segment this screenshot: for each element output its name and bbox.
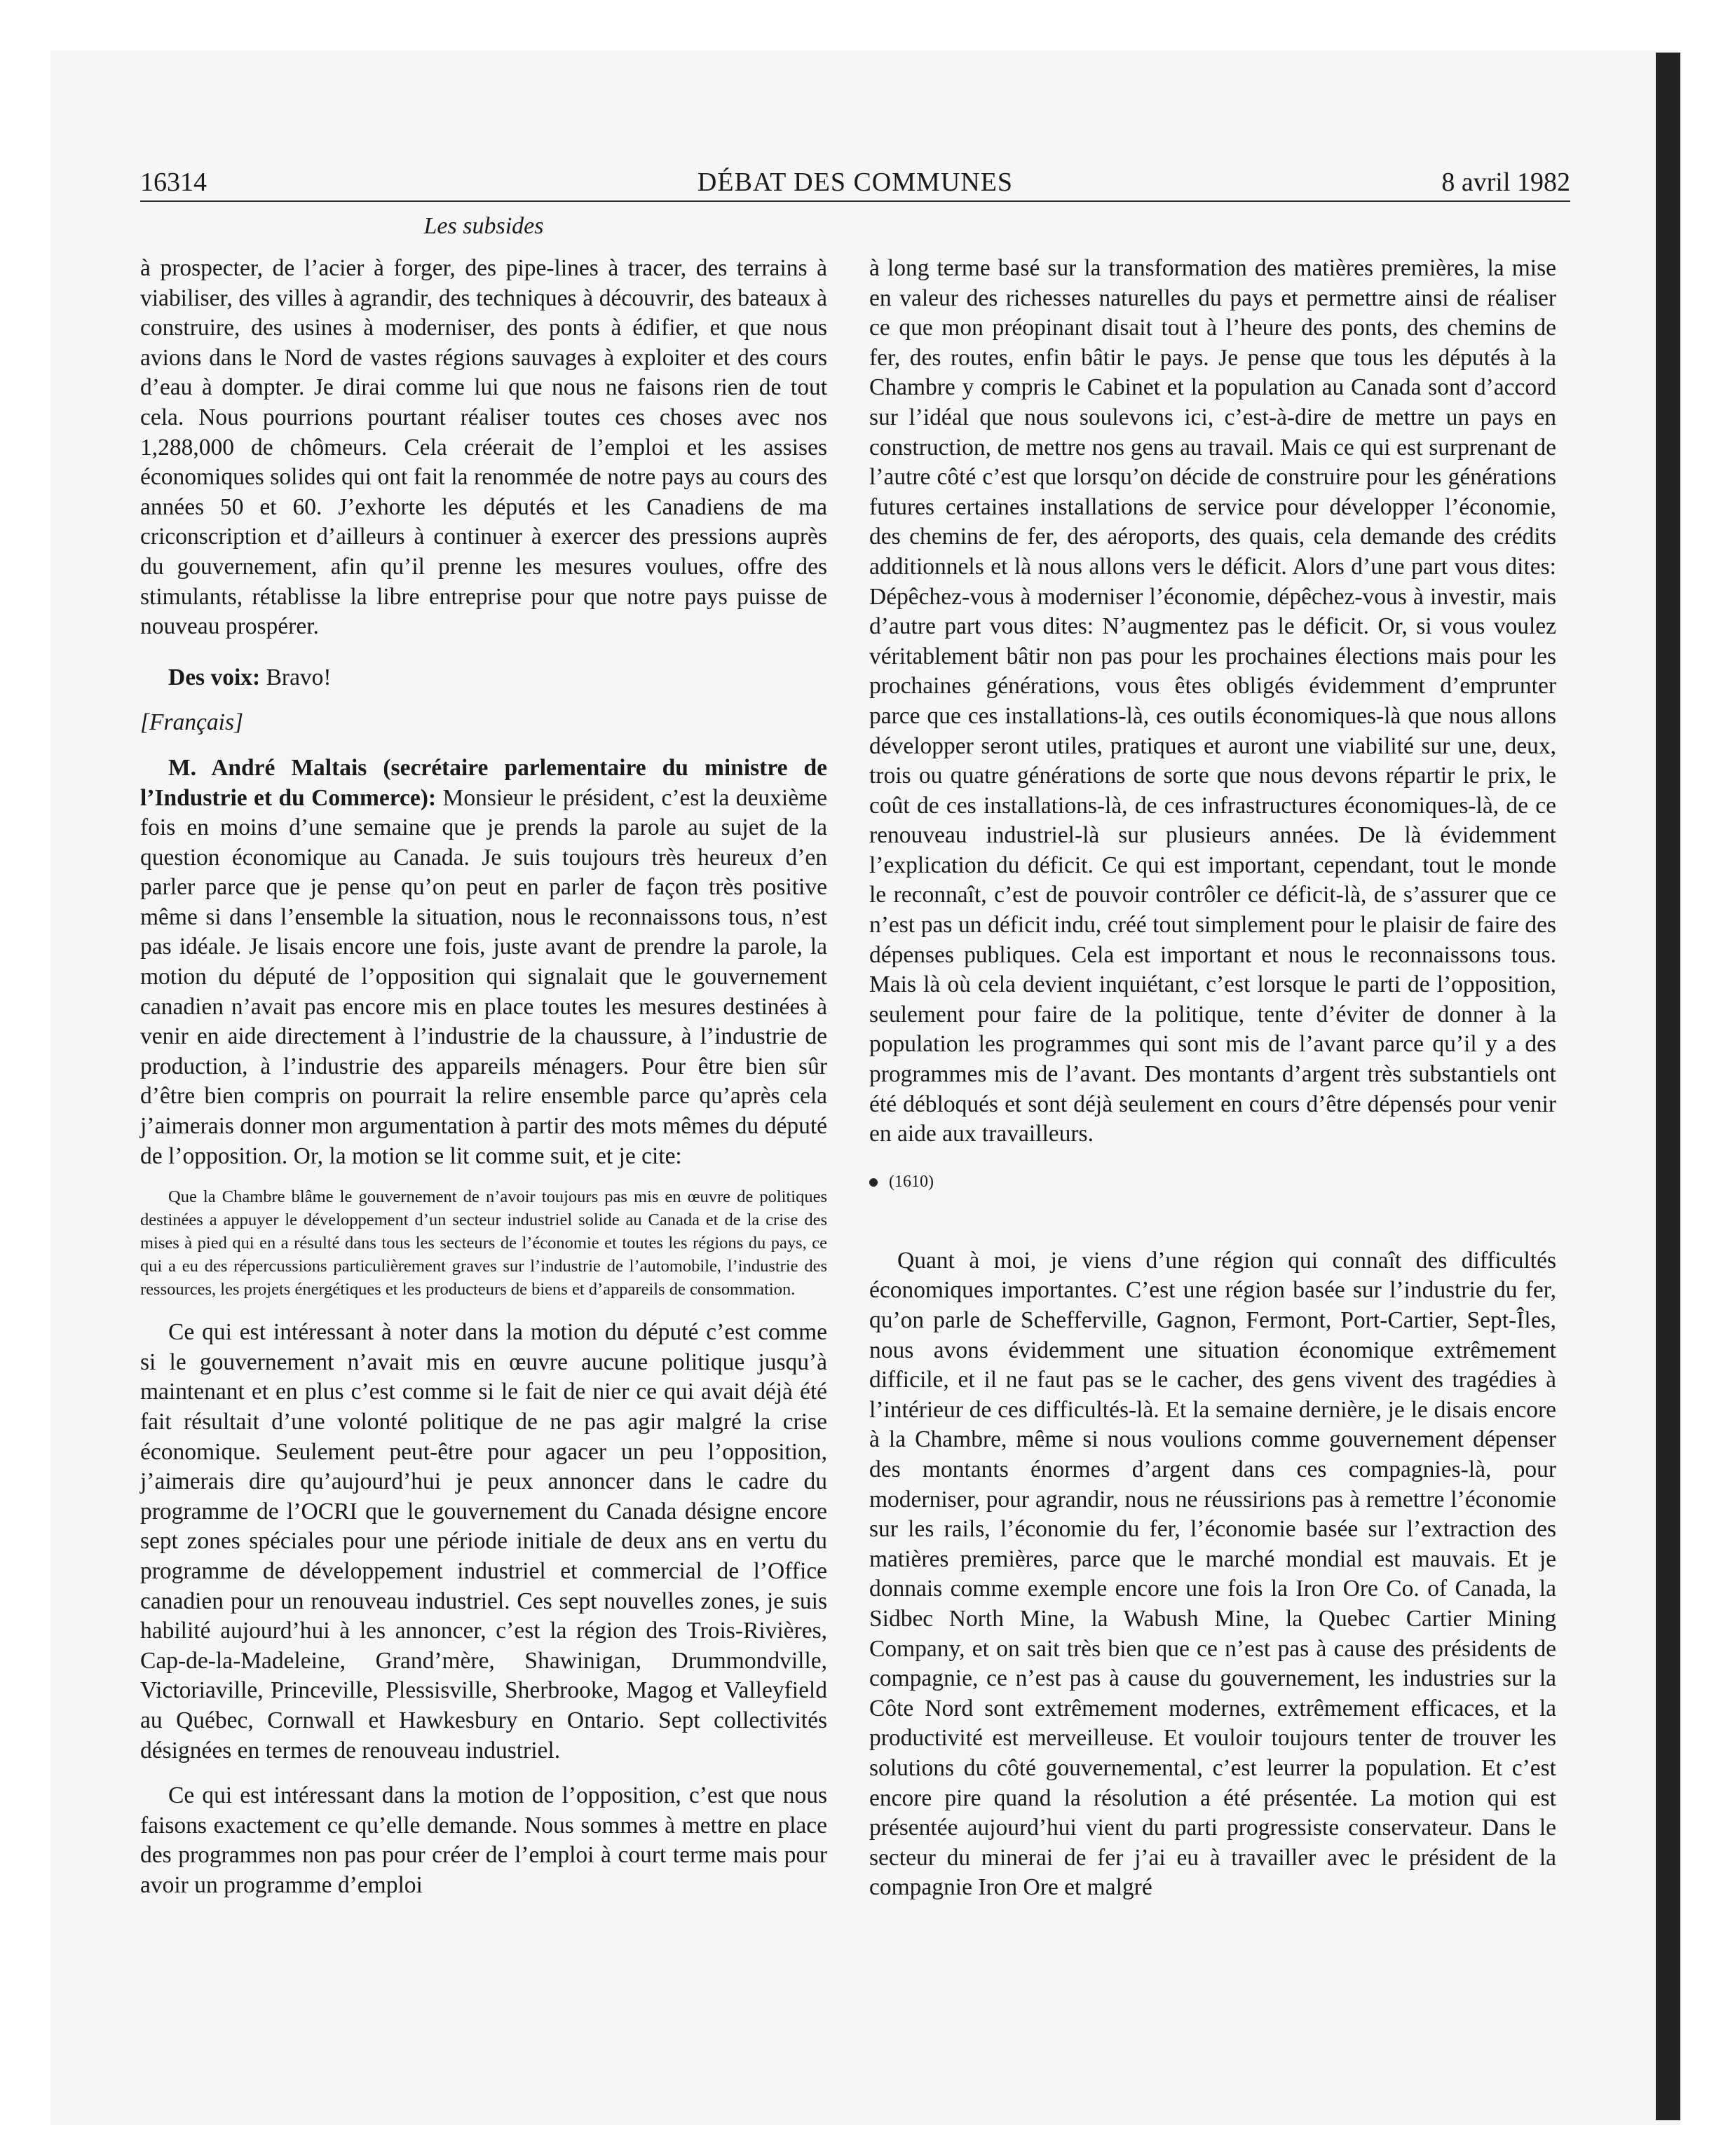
interjection-text: Bravo! [260, 664, 332, 690]
paragraph: Quant à moi, je viens d’une région qui connaît des difficultés économiques importantes. C’est une région basée sur l’industrie du fer, qu’on parle de Schefferville, Gagnon, Fermont, Port-Cartier, Sept-Îles, nous avons évidemment une situation économique extrêmement difficile, et il ne faut pas se le cacher, des gens vivent des tragédies à l’intérieur de ces difficultés-là. Et la semaine dernière, je le disais encore à la Chambre, même si nous voulions comme gouvernement dépenser des montants énormes d’argent dans ces compagnies-là, pour moderniser, pour agrandir, nous ne réussirions pas à remettre l’économie sur les rails, l’économie du fer, l’économie basée sur l’extraction des matières premières, parce que le marché mondial est mauvais. Et je donnais comme exemple encore une fois la Iron Ore Co. of Canada, la Sidbec North Mine, la Wabush Mine, la Quebec Cartier Mining Company, et on sait très bien que ce n’est pas à cause des présidents de compagnie, ce n’est pas à cause du gouvernement, les industries sur la Côte Nord sont extrêmement modernes, extrêmement efficaces, et la productivité est merveilleuse. Et vouloir toujours tenter de trouver les solutions du côté gouvernemental, c’est leurrer la population. Et c’est encore pire quand la résolution a été présentée. La motion qui est présentée aujourd’hui vient du parti progressiste conservateur. Dans le secteur du minerai de fer j’ai eu à travailler avec le président de la compagnie Iron Ore et malgré [869, 1247, 1556, 1901]
paragraph: à prospecter, de l’acier à forger, des pipe-lines à tracer, des terrains à viabiliser, des villes à agrandir, des techniques à découvrir, des bateaux à construire, des usines à moderniser, des ponts à édifier, et que nous avions dans le Nord de vastes régions sauvages à exploiter et des cours d’eau à dompter. Je dirai comme lui que nous ne faisons rien de tout cela. Nous pourrions pourtant réaliser toutes ces choses avec nos 1,288,000 de chômeurs. Cela créerait de l’emploi et les assises économiques solides qui ont fait la renommée de notre pays au cours des années 50 et 60. J’exhorte les députés et les Canadiens de ma criconscription et d’ailleurs à continuer à exercer des pressions auprès du gouvernement, afin qu’il prenne les mesures voulues, offre des stimulants, rétablisse la libre entreprise pour que notre pays puisse de nouveau prospérer. [140, 255, 827, 640]
page-number: 16314 [140, 168, 207, 197]
speech-paragraph [140, 753, 827, 1171]
speech-text: Monsieur le président, c’est la deuxième fois en moins d’une semaine que je prends la parole au sujet de la question économique au Canada. Je suis toujours très heureux d’en parler parce que je pense qu’on peut en parler de façon très positive même si dans l’ensemble la situation, nous le reconnaissons tous, n’est pas idéale. Je lisais encore une fois, juste avant de prendre la parole, la motion du député de l’opposition qui signalait que le gouvernement canadien n’avait pas encore mis en place toutes les mesures destinées à venir en aide directement à l’industrie de la chaussure, à l’industrie de production, à l’industrie des appareils ménagers. Pour être bien sûr d’être bien compris on pourrait la relire ensemble parce qu’après cela j’aimerais donner mon argumentation à partir des mots mêmes du député de l’opposition. Or, la motion se lit comme suit, et je cite: [140, 784, 827, 1169]
language-tag: [Français] [140, 709, 244, 736]
paragraph: Ce qui est intéressant dans la motion de l’opposition, c’est que nous faisons exactement ce qu’elle demande. Nous sommes à mettre en place des programmes non pas pour créer de l’emploi à court terme mais pour avoir un programme d’emploi [140, 1782, 827, 1898]
speaker-name: M. André Maltais (secrétaire parlementaire du ministre de l’Industrie et du Commerce): [140, 754, 827, 811]
time-marker: (1610) [869, 1168, 1556, 1196]
right-column [869, 254, 1556, 1903]
section-subhead: Les subsides [423, 213, 544, 239]
interjection [140, 663, 827, 693]
bullet-icon [869, 1178, 878, 1187]
page-date: 8 avril 1982 [1441, 168, 1570, 197]
motion-quote: Que la Chambre blâme le gouvernement de n’avoir toujours pas mis en œuvre de politiques destinées a appuyer le développement d’un secteur industriel solide au Canada et de la crise des mises à pied qui en a résulté dans tous les secteurs de l’économie et toutes les régions du pays, ce qui a eu des répercussions particulièrement graves sur l’industrie de l’automobile, l’industrie des ressources, les projets énergétiques et les producteurs de biens et d’appareils de consommation. [140, 1187, 827, 1299]
page-header [140, 163, 1570, 202]
paragraph: Ce qui est intéressant à noter dans la motion du député c’est comme si le gouvernement n’avait mis en œuvre aucune politique jusqu’à maintenant et en plus c’est comme si le fait de nier ce qui avait déjà été fait résultait d’une volonté politique de ne pas agir malgré la crise économique. Seulement peut-être pour agacer un peu l’opposition, j’aimerais dire qu’aujourd’hui je peux annoncer dans le cadre du programme de l’OCRI que le gouvernement du Canada désigne encore sept zones spéciales pour une période initiale de deux ans en vertu du programme de développement industriel et commercial de l’Office canadien pour un renouveau industriel. Ces sept nouvelles zones, je suis habilité aujourd’hui à les annoncer, c’est la région des Trois-Rivières, Cap-de-la-Madeleine, Grand’mère, Shawinigan, Drummondville, Victoriaville, Princeville, Plessisville, Sherbrooke, Magog et Valleyfield au Québec, Cornwall et Hawkesbury en Ontario. Sept collectivités désignées en termes de renouveau industriel. [140, 1319, 827, 1763]
scan-edge-shadow [1656, 53, 1680, 2120]
speaker-name: Des voix: [168, 664, 261, 690]
header-rule [140, 200, 1570, 202]
paragraph: à long terme basé sur la transformation des matières premières, la mise en valeur des richesses naturelles du pays et permettre ainsi de réaliser ce que mon préopinant disait tout à l’heure des ponts, des chemins de fer, des routes, enfin bâtir le pays. Je pense que tous les députés à la Chambre y compris le Cabinet et la population au Canada sont d’accord sur l’idéal que nous soulevons ici, c’est-à-dire de mettre un pays en construction, de mettre nos gens au travail. Mais ce qui est surprenant de l’autre côté c’est que lorsqu’on décide de construire pour les générations futures certaines installations de service pour développer l’économie, des chemins de fer, des aéroports, des quais, cela demande des crédits additionnels et là nous allons vers le déficit. Alors d’une part vous dites: Dépêchez-vous à moderniser l’économie, dépêchez-vous à investir, mais d’autre part vous dites: N’augmentez pas le déficit. Or, si vous voulez véritablement bâtir non pas pour les prochaines élections mais pour les prochaines générations, vous êtes obligés évidemment d’emprunter parce que ces installations-là, ces outils économiques-là que nous allons développer seront utiles, pratiques et auront une viabilité sur une, deux, trois ou quatre générations de sorte que nous devons répartir le prix, le coût de ces installations-là, de ces infrastructures économiques-là, de ce renouveau industriel-là sur plusieurs années. De là évidemment l’explication du déficit. Ce qui est important, cependant, tout le monde le reconnaît, c’est de pouvoir contrôler ce déficit-là, de s’assurer que ce n’est pas un déficit indu, créé tout simplement pour le plaisir de faire des dépenses publiques. Cela est important et nous le reconnaissons tous. Mais là où cela devient inquiétant, c’est lorsque le parti de l’opposition, seulement pour faire de la politique, tente d’éviter de donner à la population les programmes qui sont mis de l’avant parce qu’il y a des programmes mis de l’avant. Des montants d’argent très substantiels ont été débloqués et sont déjà seulement en cours d’être dépensés pour venir en aide aux travailleurs. [869, 255, 1556, 1147]
left-column [140, 254, 827, 1901]
page-title: DÉBAT DES COMMUNES [697, 168, 1014, 197]
